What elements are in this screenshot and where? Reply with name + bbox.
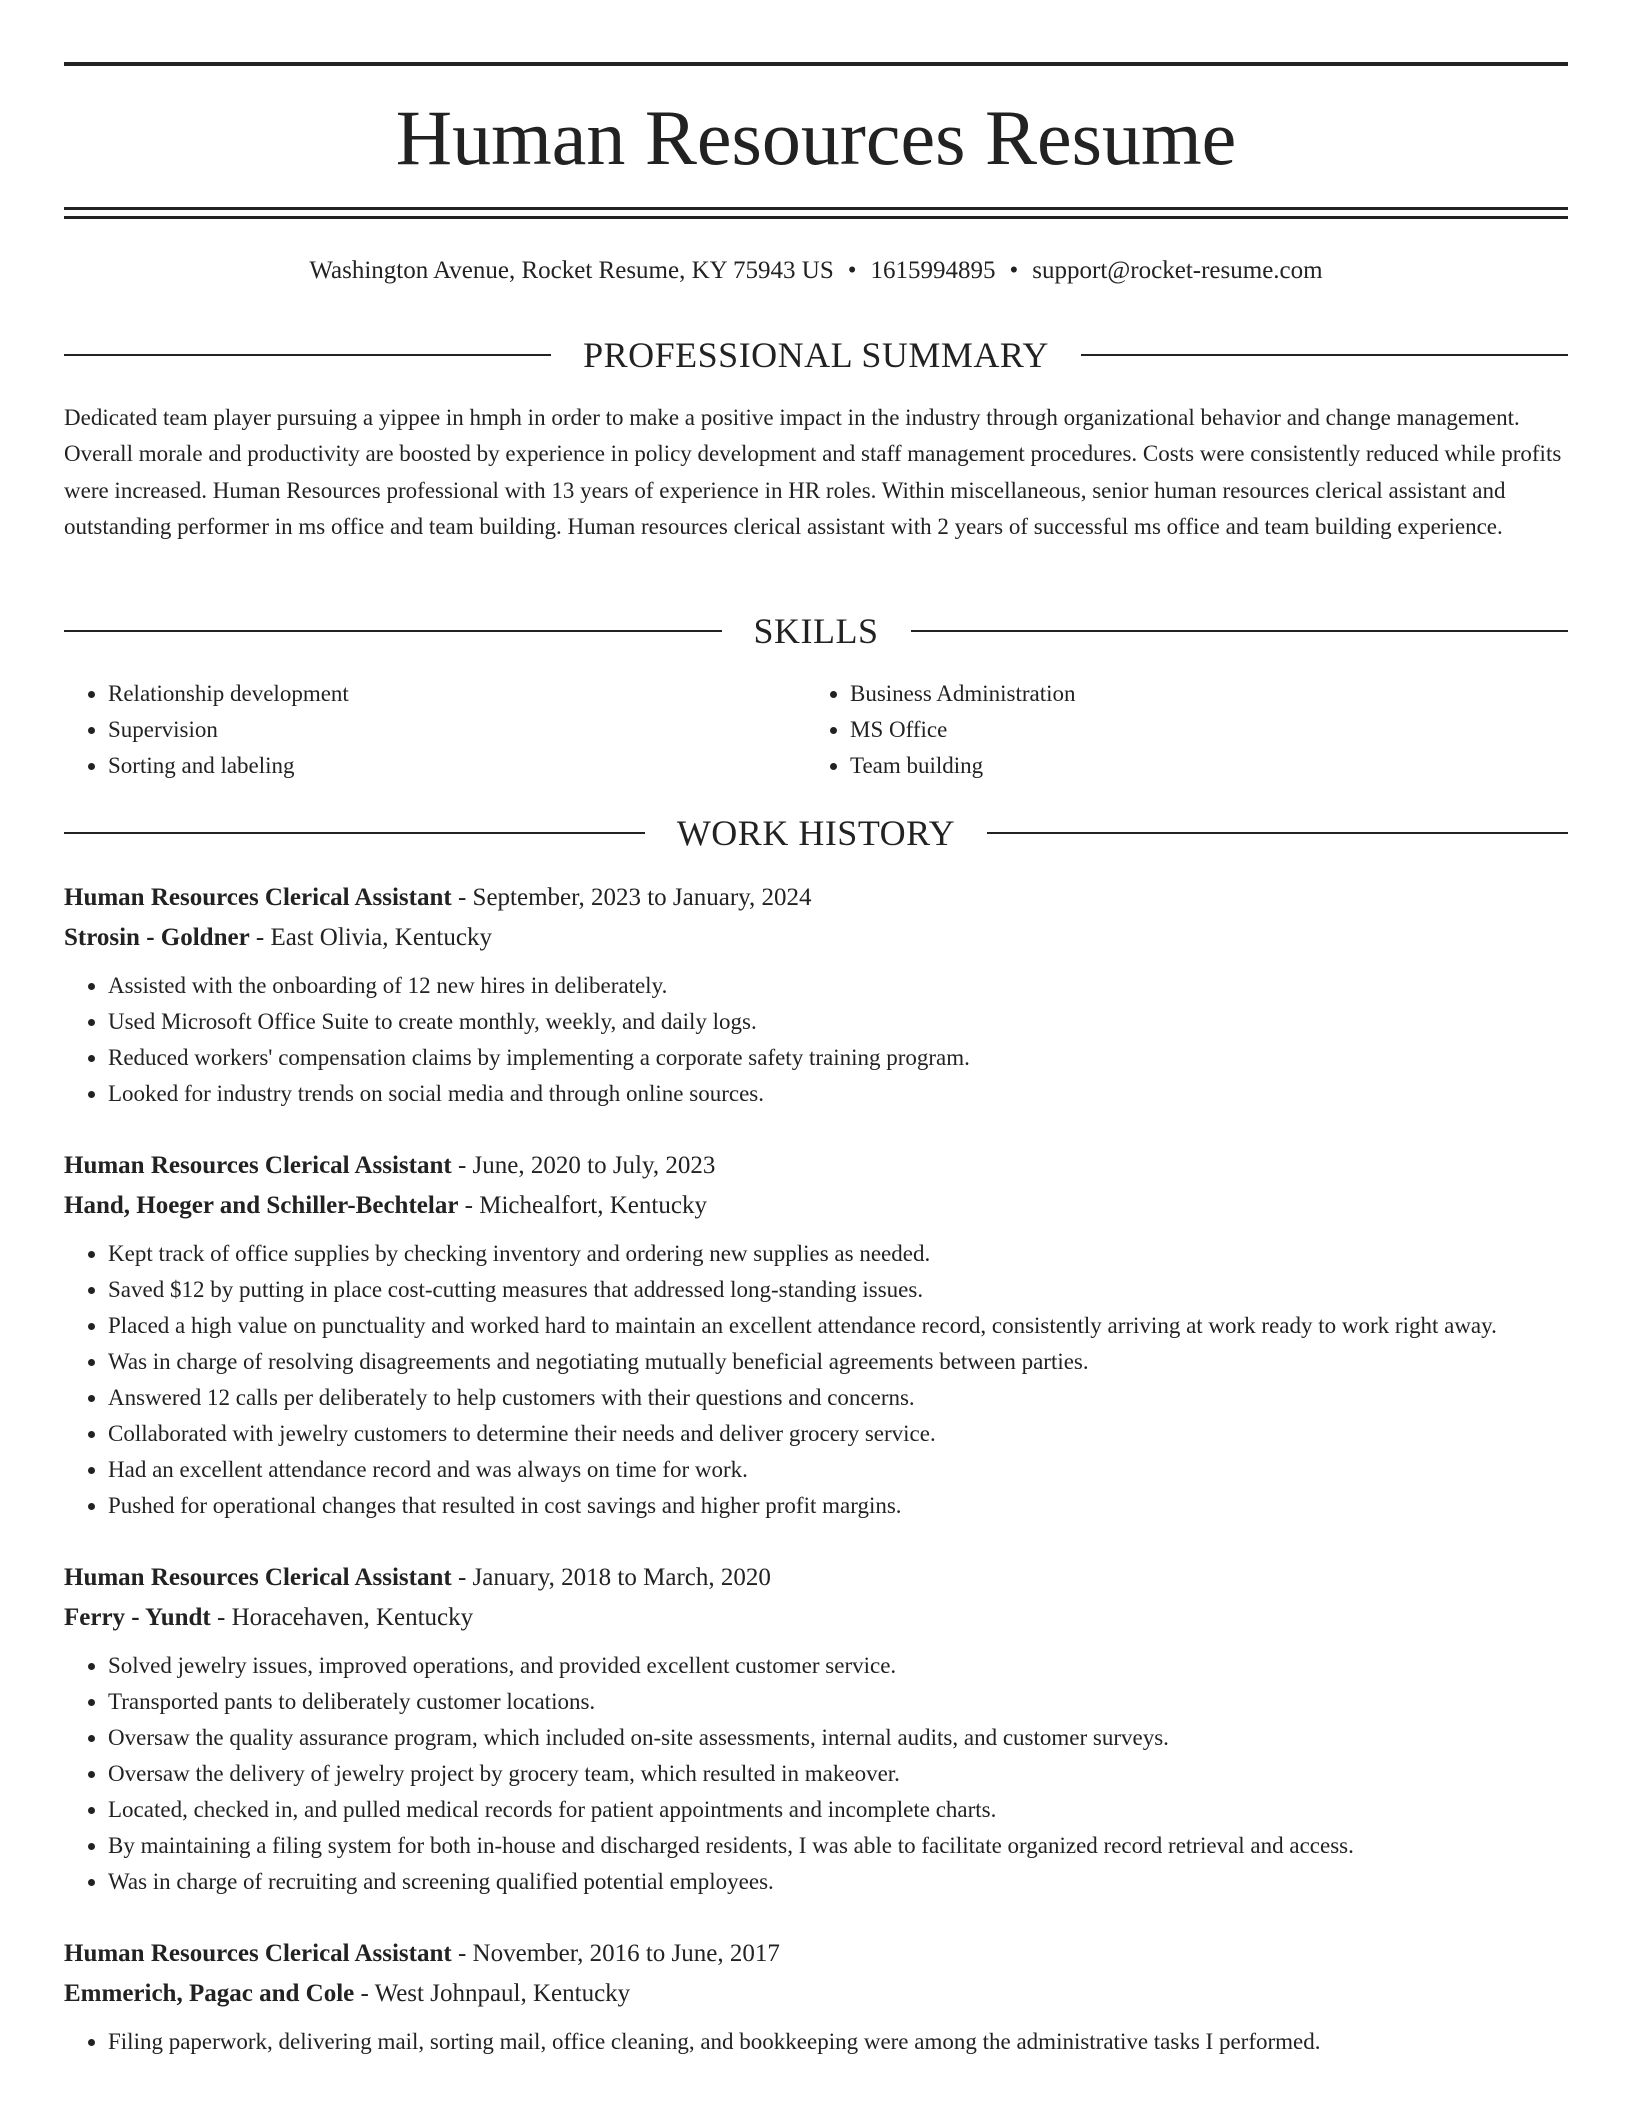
job-bullet: • Was in charge of recruiting and screening qualified potential employees. [108,1864,1568,1900]
job-location: - East Olivia, Kentucky [249,924,492,951]
job-dates: - November, 2016 to June, 2017 [451,1940,780,1967]
job-title: Human Resources Clerical Assistant [64,884,452,911]
section-title-work-history: WORK HISTORY [676,813,956,853]
job-dates: - January, 2018 to March, 2020 [451,1564,771,1591]
job-dates: - September, 2023 to January, 2024 [451,884,812,911]
section-rule-right [1081,354,1568,356]
job-bullet: • Used Microsoft Office Suite to create monthly, weekly, and daily logs. [108,1004,1568,1040]
skills-column-right [806,676,1548,784]
page-title: Human Resources Resume [395,94,1237,181]
skill-item: • MS Office [850,712,1548,748]
job-location: - Horacehaven, Kentucky [210,1604,474,1631]
section-rule-left [64,354,551,356]
professional-summary-text: Dedicated team player pursuing a yippee in hmph in order to make a positive impact in the industry through organizational behavior and change management. Overall morale and productivity are boosted by experience in policy development and staff management procedures. Costs were consistently reduced while profits were increased. Human Resources professional with 13 years of experience in HR roles. Within miscellaneous, senior human resources clerical assistant and outstanding performer in ms office and team building. Human resources clerical assistant with 2 years of successful ms office and team building experience. [64,405,1562,540]
job-entry [64,1146,1568,1524]
contact-separator: • [847,257,857,284]
section-rule-left [64,630,722,632]
job-bullet: • By maintaining a filing system for both in-house and discharged residents, I was able to facilitate organized record retrieval and access. [108,1828,1568,1864]
job-bullet: • Located, checked in, and pulled medical records for patient appointments and incomplete charts. [108,1792,1568,1828]
job-bullet: • Filing paperwork, delivering mail, sorting mail, office cleaning, and bookkeeping were among the administrative tasks I performed. [108,2024,1568,2060]
job-company: Strosin - Goldner [64,924,250,951]
title-double-rule-upper [64,207,1568,210]
job-bullet: • Looked for industry trends on social media and through online sources. [108,1076,1568,1112]
job-bullet: • Oversaw the quality assurance program, which included on-site assessments, internal audits, and customer surveys. [108,1720,1568,1756]
job-bullet: • Transported pants to deliberately customer locations. [108,1684,1568,1720]
skills-column-left [64,676,806,784]
job-company-line [64,1974,1568,2014]
job-bullet: • Had an excellent attendance record and was always on time for work. [108,1452,1568,1488]
job-bullets [64,2024,1568,2060]
section-heading-summary [64,332,1568,378]
job-company-line [64,918,1568,958]
job-title: Human Resources Clerical Assistant [64,1940,452,1967]
job-company-line [64,1186,1568,1226]
skill-item: • Business Administration [850,676,1548,712]
contact-line [64,253,1568,289]
contact-email: support@rocket-resume.com [1032,257,1323,284]
job-bullets [64,1648,1568,1900]
job-location: - Michealfort, Kentucky [458,1192,707,1219]
job-title: Human Resources Clerical Assistant [64,1152,452,1179]
contact-phone: 1615994895 [870,257,996,284]
job-bullet: • Saved $12 by putting in place cost-cutting measures that addressed long-standing issues. [108,1272,1568,1308]
job-dates: - June, 2020 to July, 2023 [451,1152,716,1179]
work-history-list [64,878,1568,2094]
job-bullet: • Assisted with the onboarding of 12 new hires in deliberately. [108,968,1568,1004]
job-company: Emmerich, Pagac and Cole [64,1980,355,2007]
skill-item: • Supervision [108,712,806,748]
section-rule-left [64,832,645,834]
job-title: Human Resources Clerical Assistant [64,1564,452,1591]
skill-item: • Team building [850,748,1548,784]
job-title-line [64,1934,1568,1974]
job-title-line [64,1146,1568,1186]
section-heading-work-history [64,810,1568,856]
section-title-summary: PROFESSIONAL SUMMARY [583,335,1049,375]
job-location: - West Johnpaul, Kentucky [354,1980,631,2007]
job-bullet: • Pushed for operational changes that resulted in cost savings and higher profit margins. [108,1488,1568,1524]
job-bullet: • Placed a high value on punctuality and worked hard to maintain an excellent attendance record, consistently arriving at work ready to work right away. [108,1308,1568,1344]
job-bullets [64,1236,1568,1524]
job-bullet: • Reduced workers' compensation claims by implementing a corporate safety training program. [108,1040,1568,1076]
job-bullet: • Kept track of office supplies by checking inventory and ordering new supplies as needed. [108,1236,1568,1272]
section-rule-right [987,832,1568,834]
job-entry [64,878,1568,1112]
section-heading-skills [64,608,1568,654]
job-bullets [64,968,1568,1112]
job-bullet: • Collaborated with jewelry customers to determine their needs and deliver grocery service. [108,1416,1568,1452]
skill-item: • Sorting and labeling [108,748,806,784]
title-double-rule-lower [64,216,1568,219]
skills-list [64,676,1568,784]
contact-separator: • [1009,257,1019,284]
job-bullet: • Solved jewelry issues, improved operations, and provided excellent customer service. [108,1648,1568,1684]
contact-address: Washington Avenue, Rocket Resume, KY 75943 US [309,257,834,284]
job-title-line [64,878,1568,918]
job-title-line [64,1558,1568,1598]
job-bullet: • Answered 12 calls per deliberately to help customers with their questions and concerns. [108,1380,1568,1416]
job-entry [64,1558,1568,1900]
job-entry [64,1934,1568,2060]
skill-item: • Relationship development [108,676,806,712]
job-bullet: • Was in charge of resolving disagreements and negotiating mutually beneficial agreements between parties. [108,1344,1568,1380]
top-rule [64,62,1568,66]
job-company-line [64,1598,1568,1638]
section-title-skills: SKILLS [753,611,879,651]
section-rule-right [911,630,1569,632]
job-company: Hand, Hoeger and Schiller-Bechtelar [64,1192,459,1219]
job-bullet: • Oversaw the delivery of jewelry project by grocery team, which resulted in makeover. [108,1756,1568,1792]
job-company: Ferry - Yundt [64,1604,211,1631]
